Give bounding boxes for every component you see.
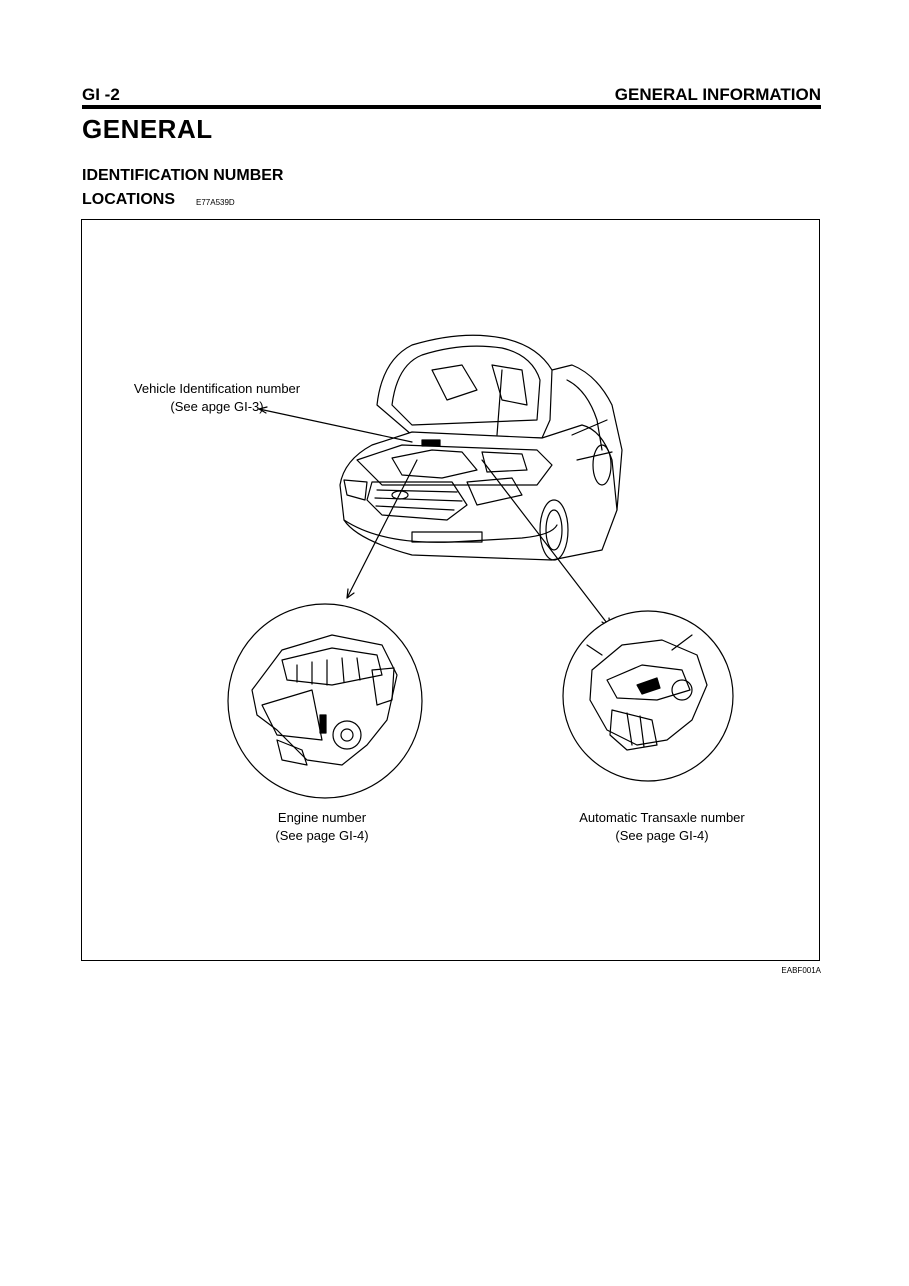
page-title: GENERAL	[82, 114, 213, 144]
engine-illustration	[228, 604, 422, 798]
engine-label-line2: (See page GI-4)	[275, 828, 369, 843]
subheading-line2: LOCATIONS	[82, 191, 176, 208]
identification-figure	[81, 219, 820, 961]
reference-code: E77A539D	[196, 198, 235, 207]
section-title: GENERAL INFORMATION	[614, 85, 821, 104]
transaxle-label	[552, 809, 772, 845]
transaxle-illustration	[563, 611, 733, 781]
figure-illustration	[82, 220, 819, 960]
engine-label-line1: Engine number	[277, 810, 367, 825]
transaxle-label-line2: (See page GI-4)	[615, 828, 709, 843]
header-rule	[82, 105, 821, 109]
section-code: GI -2	[82, 85, 120, 104]
figure-code: EABF001A	[781, 966, 821, 975]
engine-label	[222, 809, 422, 845]
transaxle-label-line1: Automatic Transaxle number	[579, 810, 745, 825]
subheading-line1: IDENTIFICATION NUMBER	[82, 167, 284, 184]
vin-label	[102, 380, 332, 416]
car-illustration	[340, 335, 622, 560]
vin-label-line1: Vehicle Identification number	[133, 381, 301, 396]
vin-label-line2: (See apge GI-3)	[170, 399, 264, 414]
